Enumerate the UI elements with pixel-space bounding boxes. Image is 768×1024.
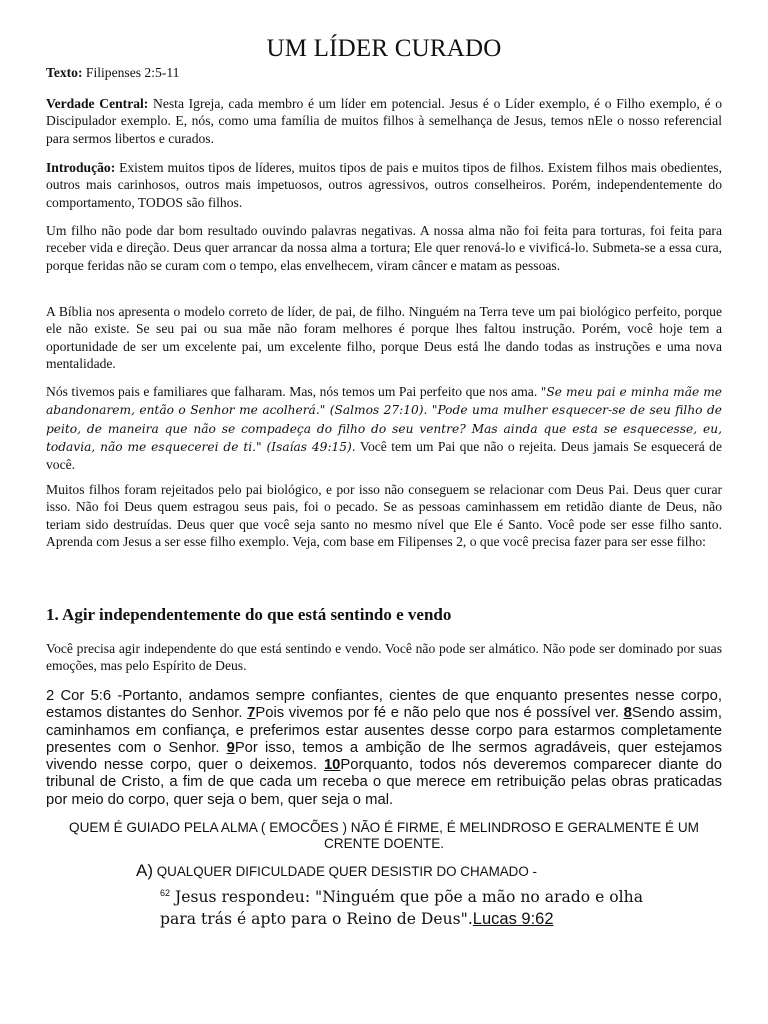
item-a-letter: A) (136, 861, 153, 880)
luke-reference: Lucas 9:62 (472, 910, 554, 929)
paragraph-3 (46, 383, 722, 473)
warning-caps-text: QUEM É GUIADO PELA ALMA ( EMOCÕES ) NÃO É FIRME, É MELINDROSO E GERALMENTE É UM CRENTE DOENTE. (69, 820, 699, 851)
luke-quote-text: Jesus respondeu: "Ninguém que põe a mão no arado e olha para trás é apto para o Reino de Deus". (160, 888, 643, 929)
verse-part-1: 2 Cor 5:6 -Portanto, andamos sempre confiantes, cientes de que enquanto presentes nesse corpo, estamos distantes do Senhor. (46, 688, 722, 722)
texto-value: Filipenses 2:5-11 (85, 65, 180, 80)
verdade-central-text: Nesta Igreja, cada membro é um líder em potencial. Jesus é o Líder exemplo, é o Filho exemplo, é o Discipulador exemplo. E, nós, como uma família de muitos filhos à semelhança de Jesus, temos nEle o nosso referencial para sermos libertos e curados. (46, 96, 722, 146)
section-1-heading: 1. Agir independentemente do que está sentindo e vendo (46, 605, 452, 624)
paragraph-2: A Bíblia nos apresenta o modelo correto de líder, de pai, de filho. Ninguém na Terra teve um pai biológico perfeito, porque ele não existe. Se seu pai ou sua mãe não foram melhores é porque lhes faltou instrução. Porém, você hoje tem a oportunidade de ser um excelente pai, um excelente filho, porque Deus está lhe dando todas as instruções e uma nova mentalidade. (46, 304, 722, 371)
verse-number-7: 7 (247, 705, 256, 722)
section-1-text: Você precisa agir independente do que está sentindo e vendo. Você não pode ser almático. Não pode ser dominado por suas emoções, mas pelo Espírito de Deus. (46, 641, 722, 674)
luke-quote (160, 882, 680, 930)
texto-label: Texto: (46, 65, 83, 80)
paragraph-3-italic-quote: "Se meu pai e minha mãe me abandonarem, então o Senhor me acolherá." (Salmos 27:10). "Pode uma mulher esquecer-se de seu filho de peito, de maneira que não se compadeça do filho do seu ventre? Mas ainda que esta se esquecesse, eu, todavia, não me esquecerei de ti." (Isaías 49:15). (46, 385, 722, 454)
paragraph-1: Um filho não pode dar bom resultado ouvindo palavras negativas. A nossa alma não foi feita para torturas, foi feita para receber vida e direção. Deus quer arrancar da nossa alma a tortura; Ele quer renová-lo e vivificá-lo. Submeta-se a essa cura, porque feridas não se curam com o tempo, elas envelhecem, viram câncer e matam as pessoas. (46, 223, 722, 273)
item-a-text: QUALQUER DIFICULDADE QUER DESISTIR DO CHAMADO - (156, 864, 537, 879)
introducao-label: Introdução: (46, 160, 116, 175)
verdade-central-label: Verdade Central: (46, 96, 149, 111)
introducao-text: Existem muitos tipos de líderes, muitos tipos de pais e muitos tipos de filhos. Existem filhos mais obedientes, outros mais carinhosos, outros mais impetuosos, outros agressivos, outros conselheiros. Porém, independentemente do comportamento, TODOS são filhos. (46, 160, 722, 210)
page-title: UM LÍDER CURADO (266, 35, 502, 62)
verse-number-9: 9 (226, 739, 235, 756)
verse-part-5: Porquanto, todos nós deveremos comparecer diante do tribunal de Cristo, a fim de que cada um receba o que merece em retribuição pelas obras praticadas por meio do corpo, quer seja o bem, quer seja o mal. (46, 757, 722, 808)
verse-number-8: 8 (623, 705, 632, 722)
verse-part-2: Pois vivemos por fé e não pelo que nos é possível ver. (255, 705, 624, 722)
texto-line (46, 64, 722, 81)
introducao-paragraph (46, 159, 722, 211)
verdade-central-paragraph (46, 95, 722, 147)
paragraph-4: Muitos filhos foram rejeitados pelo pai biológico, e por isso não conseguem se relacionar com Deus Pai. Deus quer curar isso. Não foi Deus quem estragou seus pais, foi o pecado. Se as pessoas caminhassem em retidão diante de Deus, não teriam sido destruídas. Deus quer que você seja santo no mesmo nível que Ele é Santo. Você pode ser esse filho santo. Aprenda com Jesus a ser esse filho exemplo. Veja, com base em Filipenses 2, o que você precisa fazer para ser esse filho: (46, 482, 722, 549)
item-a-line (136, 860, 736, 883)
paragraph-3-start: Nós tivemos pais e familiares que falharam. Mas, nós temos um Pai perfeito que nos ama. (46, 384, 538, 399)
verse-number-10: 10 (323, 757, 341, 774)
paragraph-3-end: Você tem um Pai que não o rejeita. Deus jamais Se esquecerá de você. (46, 438, 723, 473)
luke-verse-number: 62 (160, 888, 171, 898)
scripture-paragraph (46, 688, 722, 809)
verse-part-4: Por isso, temos a ambição de lhe sermos agradáveis, quer estejamos vivendo nesse corpo, quer o deixemos. (46, 739, 722, 774)
verse-part-3: Sendo assim, caminhamos em confiança, e preferimos estar ausentes desse corpo para estarmos completamente presentes com o Senhor. (46, 705, 722, 756)
